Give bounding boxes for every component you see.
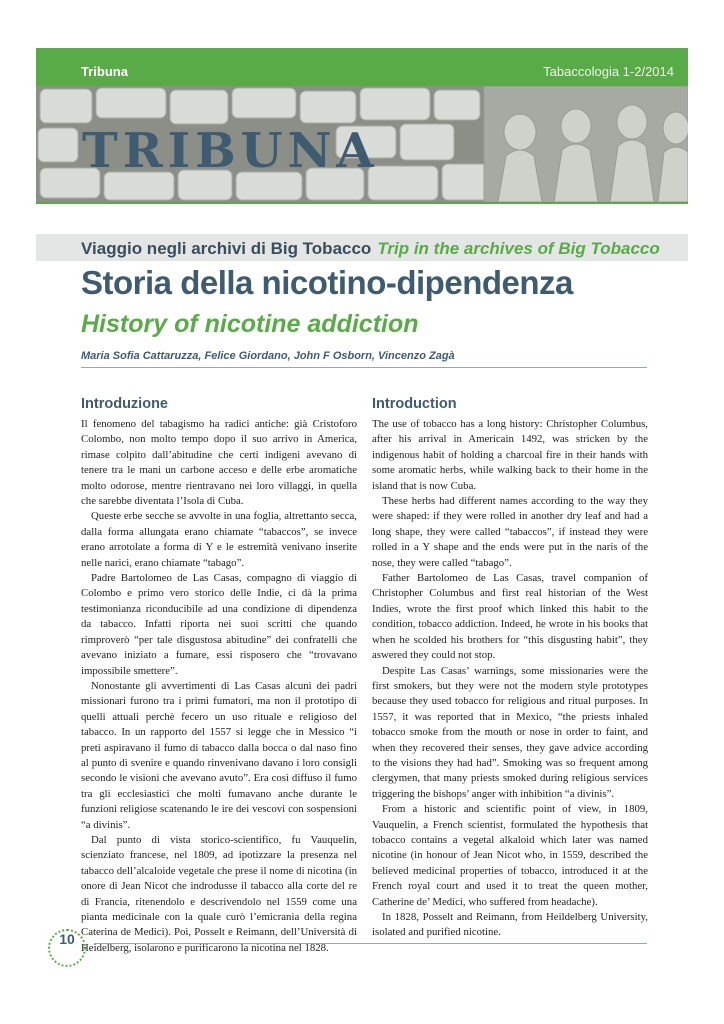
- section-heading-english: Introduction: [372, 396, 457, 412]
- kicker-italian: [81, 239, 660, 259]
- paragraph: Padre Bartolomeo de Las Casas, compagno di viaggio di Colombo e primo vero storico delle Indie, ci dà la prima testimonianza riconducibile ad una condizione di dipendenza da tabacco. Infatti riporta nei suoi scritti che quando rimproverò “per tale disgustosa abitudine” dei confratelli che avevano iniziato a fumare, essi risposero che “trovavano impossibile smettere”.: [81, 572, 357, 677]
- paragraph: Queste erbe secche se avvolte in una foglia, altrettanto secca, dalla forma allungata erano chiamate “tabaccos”, se invece erano arrotolate a forma di Y e le estremità venivano inserite nelle narici, erano chiamate “tabago”.: [81, 510, 357, 569]
- journal-issue: Tabaccologia 1-2/2014: [543, 64, 674, 79]
- banner-title: TRIBUNA: [82, 123, 379, 179]
- paragraph: The use of tobacco has a long history: Christopher Columbus, after his arrival in Americain 1492, was stricken by the indigenous habit of holding a charcoal fire in their hands with some aromatic herbs, while walking back to their home in the island that is now Cuba.: [372, 418, 648, 492]
- paragraph: Father Bartolomeo de Las Casas, travel companion of Christopher Columbus and first real historian of the West Indies, wrote the first proof which linked this habit to the condition, tobacco addiction. Indeed, he wrote in his books that when he scolded his brothers for “this disgusting habit”, they aswered they could not stop.: [372, 572, 648, 662]
- divider: [81, 367, 647, 368]
- article-title-italian: Storia della nicotino-dipendenza: [81, 264, 573, 301]
- authors: Maria Sofia Cattaruzza, Felice Giordano, John F Osborn, Vincenzo Zagà: [81, 350, 455, 362]
- paragraph: From a historic and scientific point of view, in 1809, Vauquelin, a French scientist, formulated the hypothesis that tobacco contains a vegetal alkaloid which later was named nicotine (in honour of Jean Nicot who, in 1559, described the believed medicinal properties of tobacco, introduced it at the French royal court and used it to treat the queen mother, Catherine de’ Medici, who suffered from headache).: [372, 803, 648, 908]
- paragraph: Nonostante gli avvertimenti di Las Casas alcuni dei padri missionari furono tra i primi fumatori, ma non il prototipo di quelli attuali perchè fecero un uso rituale e religioso del tabacco. In un rapporto del 1557 si legge che in Messico “i preti aspiravano il fumo di tabacco dalla bocca o dal naso fino al punto di svenire e quando rinvenivano davano i loro consigli secondo le visioni che avevano avuto”. Era così diffuso il fumo tra gli ecclesiastici che molti fumavano anche durante le funzioni religiose scatenando le ire dei vescovi con sospensioni “a divinis”.: [81, 679, 357, 831]
- paragraph: Dal punto di vista storico-scientifico, fu Vauquelin, scienziato francese, nel 1809, ad ipotizzare la presenza nel tabacco dell’alcaloide vegetale che prese il nome di nicotina (in onore di Jean Nicot che indrodusse il tabacco alla corte del re di Francia, ritenendolo e descrivendolo nel 1559 come una pianta medicinale con la quale curò l’emicrania della regina Caterina de Medici). Poi, Posselt e Reimann, dell’Università di Heidelberg, isolarono e purificarono la nicotina nel 1828.: [81, 833, 357, 954]
- section-heading-italian: Introduzione: [81, 396, 168, 412]
- paragraph: These herbs had different names according to the way they were shaped: if they were rolled in another dry leaf and had a long shape, they were called “tabaccos”, if instead they were rolled in a Y shape and the ends were put in the naris of the nose, they were called “tabago”.: [372, 495, 648, 569]
- italian-column: [81, 396, 357, 956]
- paragraph: In 1828, Posselt and Reimann, from Heildelberg University, isolated and purified nicotine.: [372, 911, 648, 939]
- paragraph: Il fenomeno del tabagismo ha radici antiche: già Cristoforo Colombo, non molto tempo dopo il suo arrivo in America, rimase colpito dall’abitudine che certi indigeni avevano di tenere tra le mani un carbone acceso e delle erbe aromatiche molto odorose, mentre rientravano nei loro villaggi, in quella che sarebbe diventata l’Isola di Cuba.: [81, 418, 357, 508]
- article-title-english: History of nicotine addiction: [81, 310, 419, 338]
- paragraph: Despite Las Casas’ warnings, some missionaries were the first smokers, but they were not the modern style prototypes because they used tobacco for religious and ritual purposes. In 1557, it was reported that in Mexico, “the priests inhaled tobacco smoke from the mouth or nose in order to faint, and when they recovered their senses, they gave advice according to the visions they had had”. Smoking was so frequent among clergymen, that many priests smoked during religious services triggering the bishops’ anger with inhibition “a divinis”.: [372, 664, 648, 800]
- header-bar: [36, 48, 688, 86]
- page-number: 10: [48, 929, 86, 967]
- kicker-bar: [36, 234, 688, 261]
- kicker-italian-text: Viaggio negli archivi di Big Tobacco: [81, 239, 372, 258]
- english-column: [372, 396, 648, 941]
- footer-divider: [94, 943, 647, 944]
- kicker-english: Trip in the archives of Big Tobacco: [377, 239, 660, 258]
- section-label: Tribuna: [81, 64, 128, 79]
- header-banner: [36, 86, 688, 204]
